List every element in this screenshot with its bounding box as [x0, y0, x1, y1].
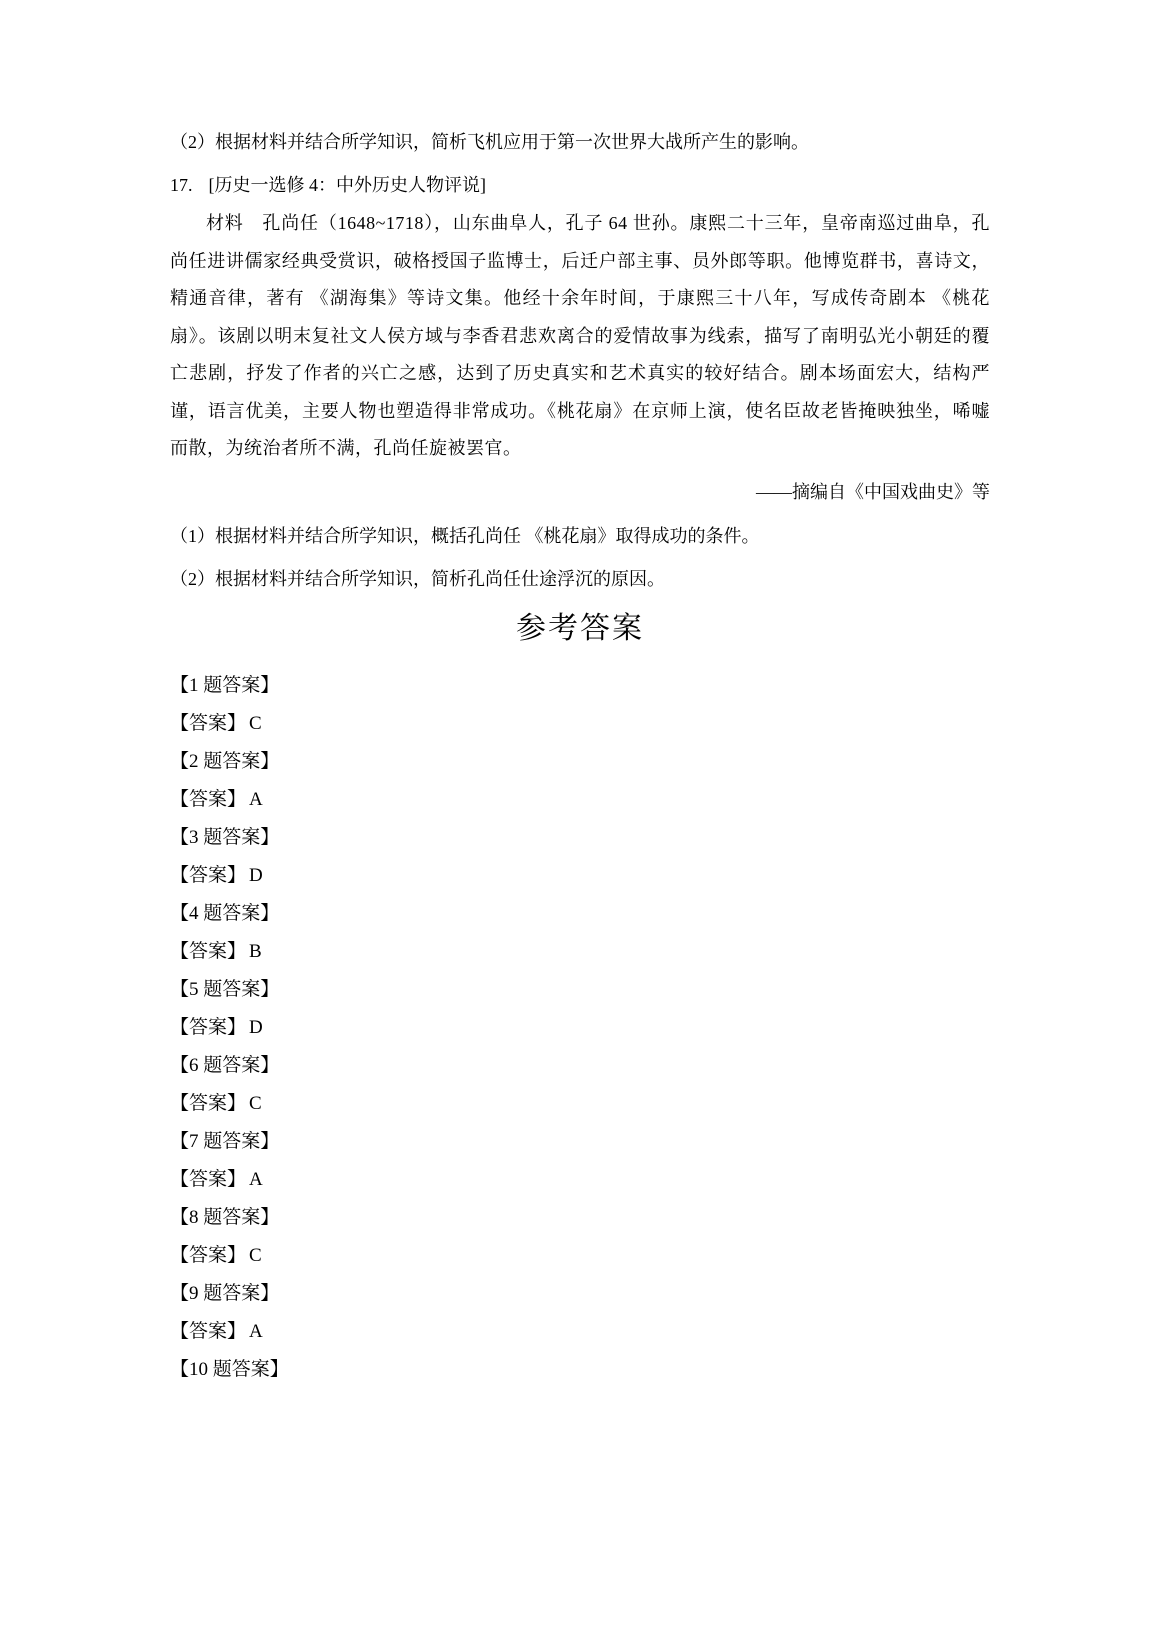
answer-item-value: [170, 1016, 990, 1039]
answer-prefix: 【答案】: [170, 1244, 247, 1266]
answer-letter: D: [249, 864, 263, 886]
answers-list: [170, 674, 990, 1381]
material-source-citation: ——摘编自《中国戏曲史》等: [756, 481, 990, 502]
answer-letter: C: [249, 1244, 262, 1266]
question-17-material-paragraph: 材料 孔尚任（1648~1718），山东曲阜人，孔子 64 世孙。康熙二十三年，皇帝南巡过曲阜，孔尚任进讲儒家经典受赏识，破格授国子监博士，后迁户部主事、员外郎等职。他博览群书，喜诗文，精通音律，著有 《湖海集》等诗文集。他经十余年时间，于康熙三十八年，写成传奇剧本 《桃花扇》。该剧以明末复社文人侯方域与李香君悲欢离合的爱情故事为线索，描写了南明弘光小朝廷的覆亡悲剧，抒发了作者的兴亡之感，达到了历史真实和艺术真实的较好结合。剧本场面宏大，结构严谨，语言优美，主要人物也塑造得非常成功。《桃花扇》在京师上演，使名臣故老皆掩映独坐，唏嘘而散，为统治者所不满，孔尚任旋被罢官。: [170, 213, 990, 458]
answer-prefix: 【答案】: [170, 788, 247, 810]
answer-prefix: 【答案】: [170, 1016, 247, 1038]
answer-letter: B: [249, 940, 262, 962]
answer-item-label: 【3 题答案】: [170, 826, 280, 848]
answer-item-label: 【4 题答案】: [170, 902, 280, 924]
question-17-heading: [170, 171, 990, 199]
answer-letter: A: [249, 788, 263, 810]
answer-item-label: 【5 题答案】: [170, 978, 280, 1000]
answer-item-value: [170, 788, 990, 811]
answer-item-value: [170, 1168, 990, 1191]
question-17-number: 17.: [170, 175, 193, 195]
answer-item-value: [170, 712, 990, 735]
answer-item-value: [170, 1092, 990, 1115]
answer-letter: A: [249, 1320, 263, 1342]
answer-prefix: 【答案】: [170, 1092, 247, 1114]
answer-item-label: 【10 题答案】: [170, 1358, 289, 1380]
answer-item-value: [170, 1320, 990, 1343]
answers-section-title: 参考答案: [516, 611, 644, 645]
answer-prefix: 【答案】: [170, 864, 247, 886]
answer-item-value: [170, 940, 990, 963]
answer-letter: C: [249, 1092, 262, 1114]
answer-item-label: 【2 题答案】: [170, 750, 280, 772]
answer-item-value: [170, 864, 990, 887]
question-17-sub1: （1）根据材料并结合所学知识，概括孔尚任 《桃花扇》取得成功的条件。: [170, 525, 760, 546]
answer-item-label: 【7 题答案】: [170, 1130, 280, 1152]
answer-letter: D: [249, 1016, 263, 1038]
answer-letter: C: [249, 712, 262, 734]
answer-prefix: 【答案】: [170, 1168, 247, 1190]
answer-item-label: 【1 题答案】: [170, 674, 280, 696]
question-17-title: [历史一选修 4：中外历史人物评说]: [208, 175, 486, 195]
answer-prefix: 【答案】: [170, 940, 247, 962]
answer-item-label: 【8 题答案】: [170, 1206, 280, 1228]
question-16-part2: （2）根据材料并结合所学知识，简析飞机应用于第一次世界大战所产生的影响。: [170, 132, 809, 152]
answer-prefix: 【答案】: [170, 712, 247, 734]
question-17-sub2: （2）根据材料并结合所学知识，简析孔尚任仕途浮沉的原因。: [170, 568, 665, 589]
answer-item-label: 【9 题答案】: [170, 1282, 280, 1304]
answer-item-value: [170, 1244, 990, 1267]
answer-prefix: 【答案】: [170, 1320, 247, 1342]
answer-item-label: 【6 题答案】: [170, 1054, 280, 1076]
answer-letter: A: [249, 1168, 263, 1190]
